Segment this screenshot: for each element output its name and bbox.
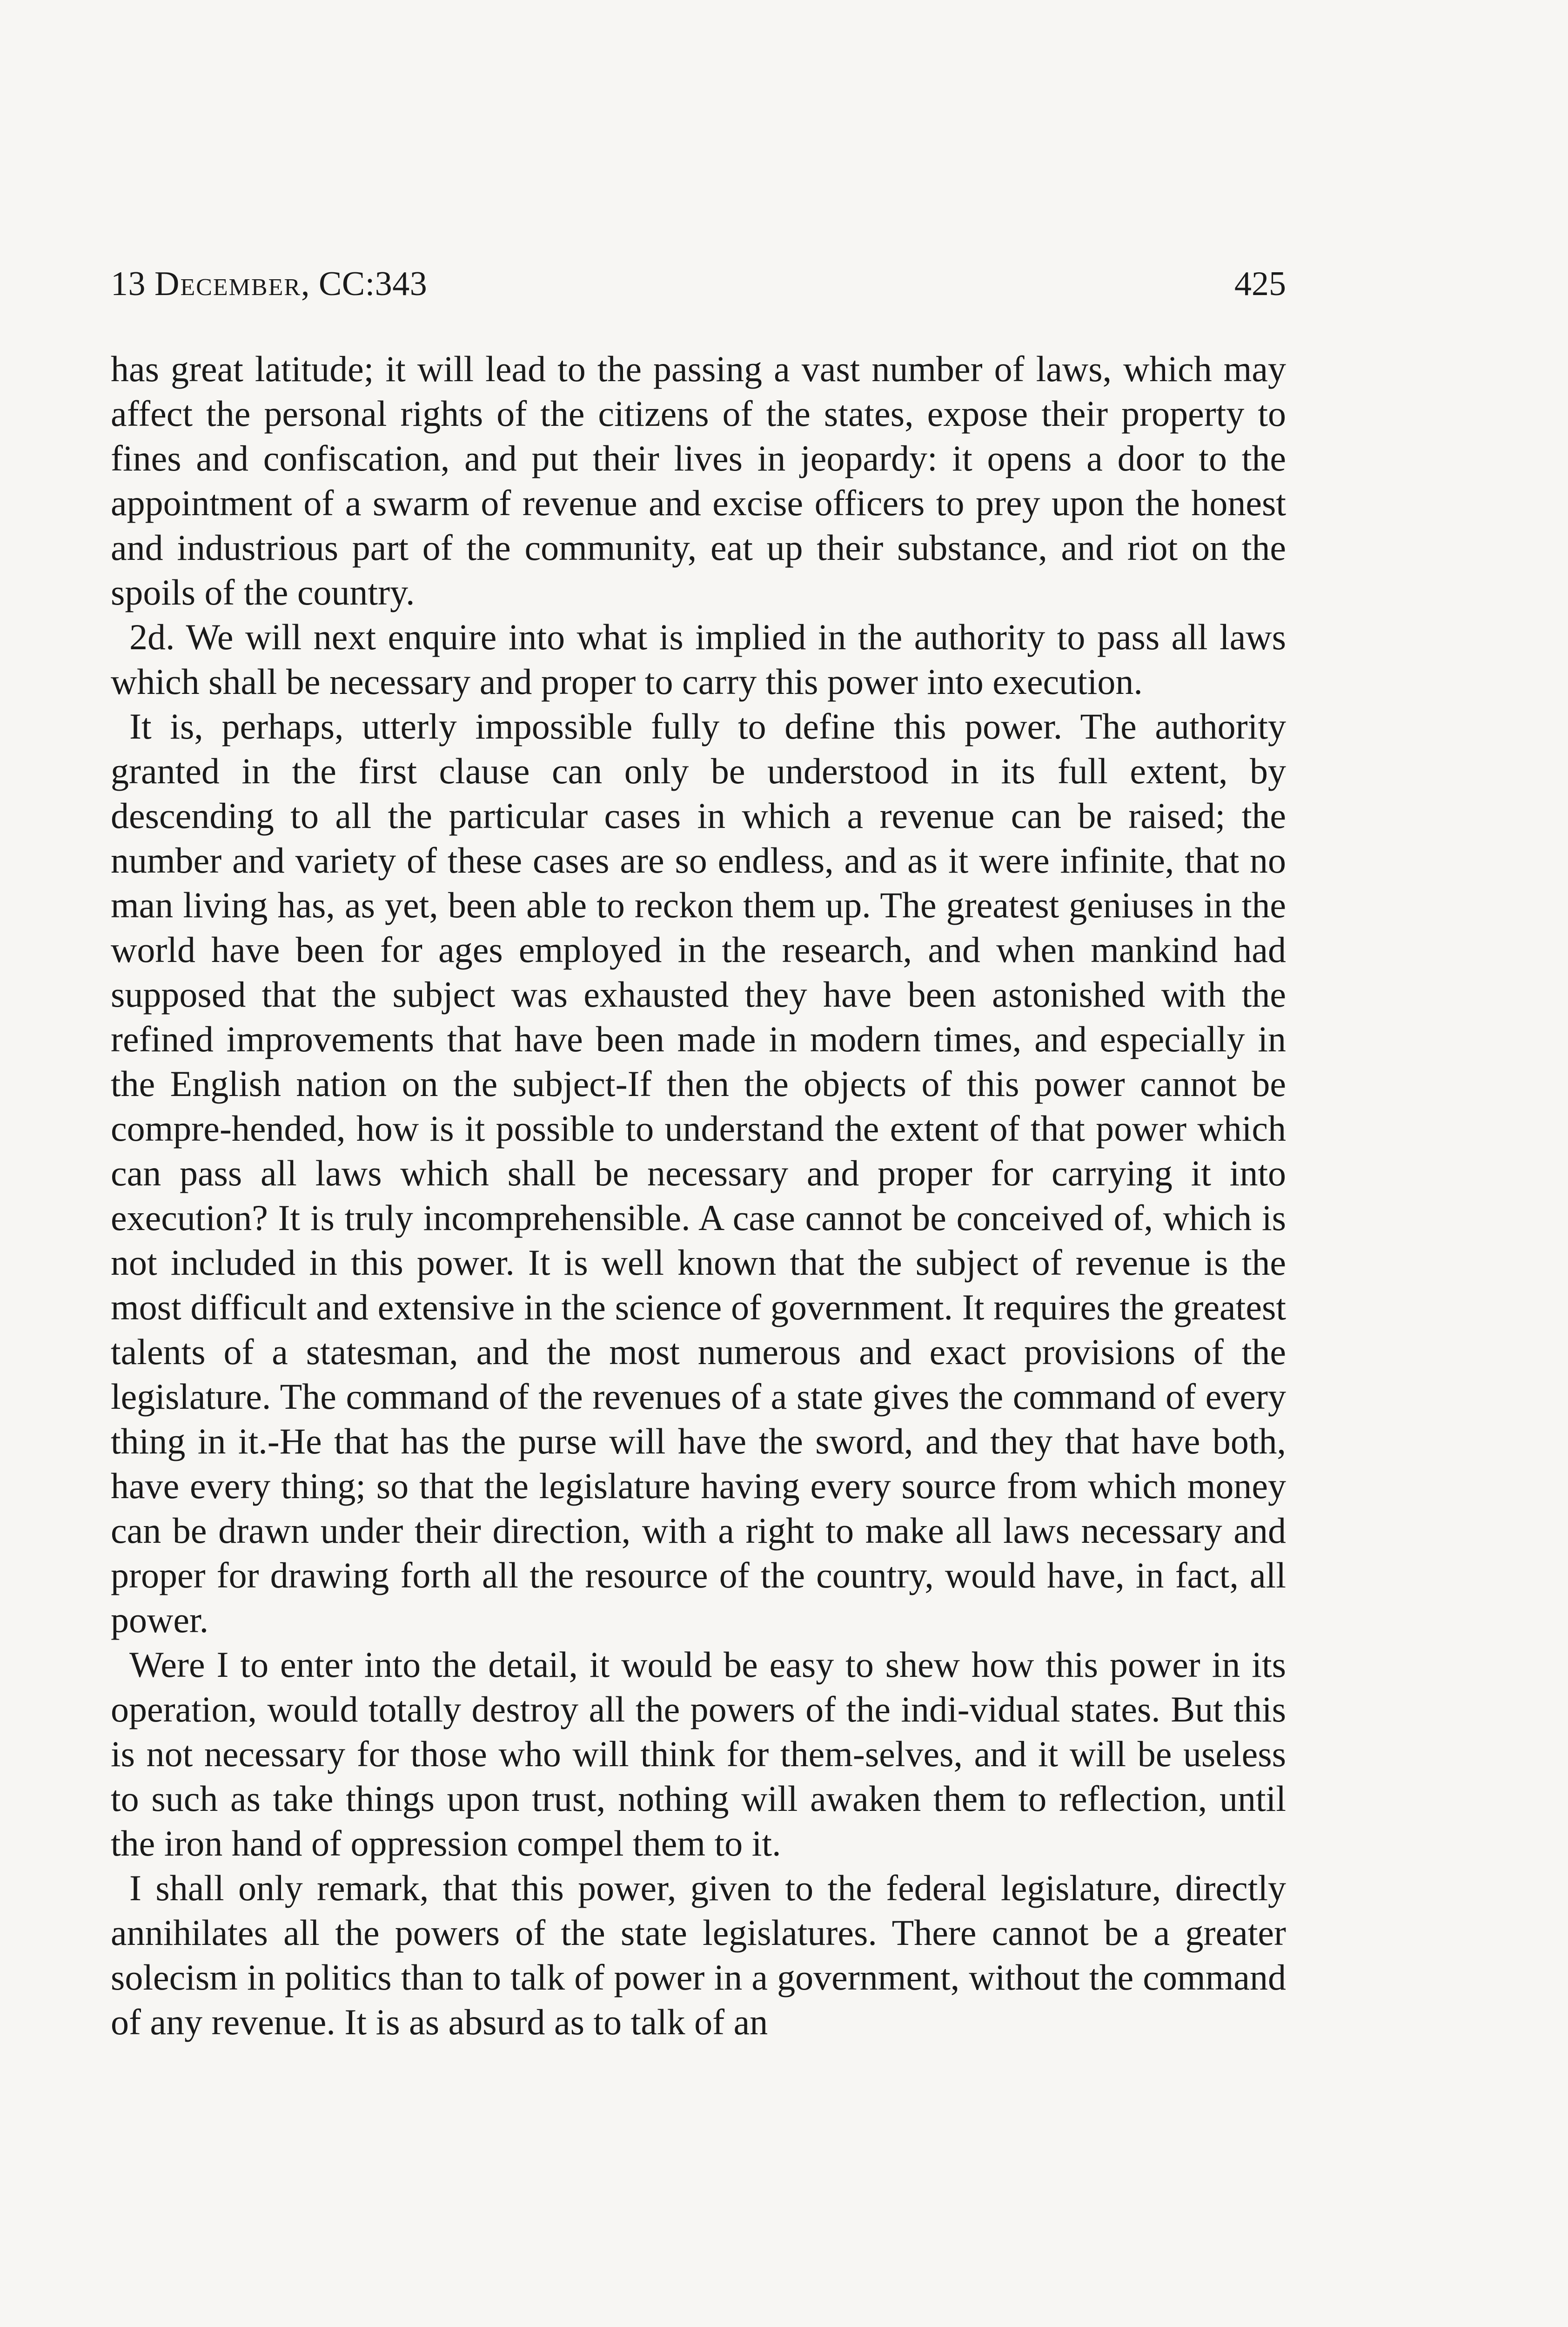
paragraph-2: 2d. We will next enquire into what is implied in the authority to pass all laws which shall be necessary and proper to carry this power into execution. bbox=[111, 617, 1286, 702]
header-doc-ref: , CC:343 bbox=[301, 265, 428, 303]
running-head bbox=[111, 261, 1286, 307]
header-date-number: 13 bbox=[111, 265, 146, 303]
header-month: December bbox=[154, 265, 302, 303]
paragraph-3: It is, perhaps, utterly impossible fully to define this power. The authority granted in the first clause can only be understood in its full extent, by descending to all the particular cases in which a revenue can be raised; the number and variety of these cases are so endless, and as it were infinite, that no man living has, as yet, been able to reckon them up. The greatest geniuses in the world have been for ages employed in the research, and when mankind had supposed that the subject was exhausted they have been astonished with the refined improvements that have been made in modern times, and especially in the English nation on the subject-If then the objects of this power cannot be compre-hended, how is it possible to understand the extent of that power which can pass all laws which shall be necessary and proper for carrying it into execution? It is truly incomprehensible. A case cannot be conceived of, which is not included in this power. It is well known that the subject of revenue is the most difficult and extensive in the science of government. It requires the greatest talents of a statesman, and the most numerous and exact provisions of the legislature. The command of the revenues of a state gives the command of every thing in it.-He that has the purse will have the sword, and they that have both, have every thing; so that the legislature having every source from which money can be drawn under their direction, with a right to make all laws necessary and proper for drawing forth all the resource of the country, would have, in fact, all power. bbox=[111, 706, 1286, 1640]
paragraph-4: Were I to enter into the detail, it would be easy to shew how this power in its operation, would totally destroy all the powers of the indi-vidual states. But this is not necessary for those who will think for them-selves, and it will be useless to such as take things upon trust, nothing will awaken them to reflection, until the iron hand of oppression compel them to it. bbox=[111, 1644, 1286, 1863]
paragraph-1: has great latitude; it will lead to the passing a vast number of laws, which may affect the personal rights of the citizens of the states, expose their property to fines and confiscation, and put their lives in jeopardy: it opens a door to the appointment of a swarm of revenue and excise officers to prey upon the honest and industrious part of the community, eat up their substance, and riot on the spoils of the country. bbox=[111, 349, 1286, 612]
page-number: 425 bbox=[1234, 265, 1286, 303]
body-text bbox=[111, 347, 1286, 2045]
paragraph-5: I shall only remark, that this power, given to the federal legislature, directly annihilates all the powers of the state legislatures. There cannot be a greater solecism in politics than to talk of power in a government, without the command of any revenue. It is as absurd as to talk of an bbox=[111, 1868, 1286, 2042]
running-head-left bbox=[111, 261, 427, 307]
